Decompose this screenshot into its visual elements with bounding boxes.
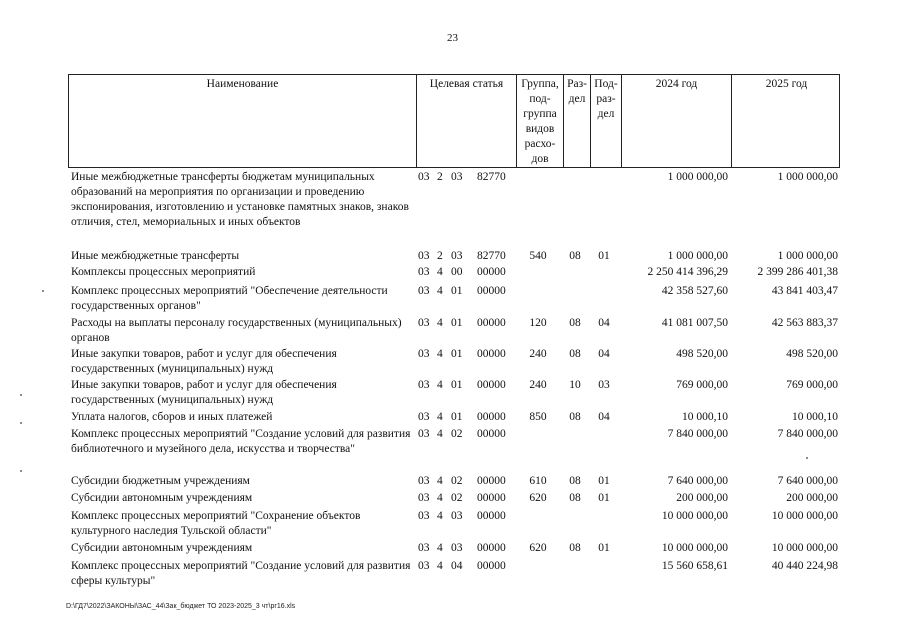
amount-2025: 1 000 000,00 (777, 171, 838, 183)
amount-2025: 10 000,10 (792, 411, 838, 423)
amount-2024: 200 000,00 (676, 492, 728, 504)
page-number: 23 (447, 32, 458, 44)
row-name: Иные межбюджетные трансферты бюджетам муниципальных образований на мероприятия по организации и проведению экспонирования, изготовлению и установке памятных знаков, знаков отличия, стел, мемориальных и иных объектов (71, 171, 409, 228)
target-article (418, 249, 514, 264)
amount-2025: 769 000,00 (786, 379, 838, 391)
code-part-3: 02 (451, 428, 463, 440)
code-part-2: 4 (437, 266, 443, 278)
code-part-1: 03 (418, 542, 430, 554)
code-part-1: 03 (418, 560, 430, 572)
expense-group: 240 (529, 348, 547, 360)
code-part-4: 00000 (477, 317, 506, 329)
header-group: Группа, под- группа видов расхо- дов (516, 75, 563, 167)
row-name: Иные закупки товаров, работ и услуг для обеспечения государственных (муниципальных) нужд (71, 348, 337, 375)
code-part-4: 00000 (477, 542, 506, 554)
expense-group: 620 (529, 492, 547, 504)
subsection-code: 04 (598, 411, 610, 423)
amount-2024: 769 000,00 (676, 379, 728, 391)
code-part-3: 00 (451, 266, 463, 278)
code-part-1: 03 (418, 379, 430, 391)
code-part-4: 00000 (477, 379, 506, 391)
amount-2024: 2 250 414 396,29 (647, 266, 728, 278)
amount-2025: 10 000 000,00 (771, 542, 838, 554)
amount-2025: 200 000,00 (786, 492, 838, 504)
code-part-2: 4 (437, 560, 443, 572)
code-part-3: 01 (451, 348, 463, 360)
code-part-3: 01 (451, 285, 463, 297)
target-article (418, 491, 514, 506)
code-part-1: 03 (418, 492, 430, 504)
code-part-1: 03 (418, 285, 430, 297)
code-part-4: 00000 (477, 510, 506, 522)
code-part-4: 00000 (477, 348, 506, 360)
code-part-4: 00000 (477, 560, 506, 572)
table-header (68, 74, 840, 168)
code-part-4: 00000 (477, 285, 506, 297)
row-name: Иные закупки товаров, работ и услуг для обеспечения государственных (муниципальных) нужд (71, 379, 337, 406)
code-part-3: 01 (451, 411, 463, 423)
amount-2024: 42 358 527,60 (661, 285, 728, 297)
code-part-3: 03 (451, 250, 463, 262)
target-article (418, 316, 514, 331)
amount-2025: 40 440 224,98 (771, 560, 838, 572)
code-part-4: 00000 (477, 266, 506, 278)
expense-group: 240 (529, 379, 547, 391)
scan-speck (806, 457, 808, 459)
row-name: Комплекс процессных мероприятий "Сохранение объектов культурного наследия Тульской области" (71, 510, 361, 537)
code-part-1: 03 (418, 171, 430, 183)
code-part-2: 4 (437, 542, 443, 554)
section-code: 10 (569, 379, 581, 391)
code-part-2: 4 (437, 492, 443, 504)
code-part-3: 02 (451, 492, 463, 504)
amount-2024: 41 081 007,50 (661, 317, 728, 329)
section-code: 08 (569, 348, 581, 360)
subsection-code: 03 (598, 379, 610, 391)
code-part-2: 4 (437, 475, 443, 487)
section-code: 08 (569, 250, 581, 262)
code-part-3: 04 (451, 560, 463, 572)
code-part-1: 03 (418, 428, 430, 440)
code-part-3: 02 (451, 475, 463, 487)
target-article (418, 427, 514, 442)
row-name: Субсидии автономным учреждениям (71, 492, 253, 504)
code-part-2: 4 (437, 348, 443, 360)
row-name: Расходы на выплаты персоналу государственных (муниципальных) органов (71, 317, 402, 344)
code-part-4: 00000 (477, 411, 506, 423)
scan-speck (20, 422, 22, 424)
row-name: Иные межбюджетные трансферты (71, 250, 240, 262)
header-year-2024: 2024 год (621, 75, 731, 167)
section-code: 08 (569, 542, 581, 554)
expense-group: 120 (529, 317, 547, 329)
file-path-footer: D:\ГД7\2022\ЗАКОНЫ\ЗАС_44\Зак_бюджет ТО 2023-2025_3 чт\рг16.xls (66, 603, 296, 610)
amount-2024: 498 520,00 (676, 348, 728, 360)
target-article (418, 378, 514, 393)
subsection-code: 01 (598, 250, 610, 262)
row-name: Комплекс процессных мероприятий "Создание условий для развития сферы культуры" (71, 560, 411, 587)
target-article (418, 474, 514, 489)
expense-group: 620 (529, 542, 547, 554)
amount-2025: 42 563 883,37 (771, 317, 838, 329)
code-part-2: 4 (437, 428, 443, 440)
code-part-3: 03 (451, 171, 463, 183)
row-name: Уплата налогов, сборов и иных платежей (71, 411, 273, 423)
expense-group: 540 (529, 250, 547, 262)
target-article (418, 284, 514, 299)
row-name: Субсидии бюджетным учреждениям (71, 475, 250, 487)
scan-speck (20, 470, 22, 472)
amount-2025: 498 520,00 (786, 348, 838, 360)
code-part-1: 03 (418, 475, 430, 487)
amount-2024: 1 000 000,00 (667, 250, 728, 262)
expense-group: 850 (529, 411, 547, 423)
subsection-code: 01 (598, 542, 610, 554)
code-part-1: 03 (418, 348, 430, 360)
expense-group: 610 (529, 475, 547, 487)
amount-2025: 1 000 000,00 (777, 250, 838, 262)
code-part-4: 82770 (477, 250, 506, 262)
code-part-2: 4 (437, 379, 443, 391)
scan-speck (20, 394, 22, 396)
amount-2024: 15 560 658,61 (661, 560, 728, 572)
code-part-2: 2 (437, 250, 443, 262)
scan-speck (42, 290, 44, 292)
section-code: 08 (569, 317, 581, 329)
subsection-code: 04 (598, 317, 610, 329)
amount-2024: 1 000 000,00 (667, 171, 728, 183)
subsection-code: 04 (598, 348, 610, 360)
code-part-3: 03 (451, 542, 463, 554)
section-code: 08 (569, 411, 581, 423)
header-year-2025: 2025 год (731, 75, 841, 167)
target-article (418, 541, 514, 556)
subsection-code: 01 (598, 492, 610, 504)
code-part-3: 01 (451, 317, 463, 329)
code-part-1: 03 (418, 411, 430, 423)
code-part-1: 03 (418, 317, 430, 329)
section-code: 08 (569, 492, 581, 504)
row-name: Комплекс процессных мероприятий "Обеспечение деятельности государственных органов" (71, 285, 388, 312)
amount-2025: 43 841 403,47 (771, 285, 838, 297)
amount-2024: 7 840 000,00 (667, 428, 728, 440)
target-article (418, 265, 514, 280)
code-part-4: 82770 (477, 171, 506, 183)
target-article (418, 559, 514, 574)
header-subsection: Под- раз- дел (590, 75, 621, 167)
code-part-3: 03 (451, 510, 463, 522)
target-article (418, 410, 514, 425)
amount-2024: 10 000,10 (682, 411, 728, 423)
header-target: Целевая статья (416, 75, 516, 167)
header-section: Раз- дел (563, 75, 590, 167)
amount-2024: 10 000 000,00 (661, 542, 728, 554)
amount-2025: 7 640 000,00 (777, 475, 838, 487)
amount-2025: 10 000 000,00 (771, 510, 838, 522)
code-part-1: 03 (418, 266, 430, 278)
row-name: Субсидии автономным учреждениям (71, 542, 253, 554)
row-name: Комплекс процессных мероприятий "Создание условий для развития библиотечного и музейного дела, искусства и творчества" (71, 428, 411, 455)
amount-2025: 7 840 000,00 (777, 428, 838, 440)
code-part-3: 01 (451, 379, 463, 391)
code-part-1: 03 (418, 510, 430, 522)
subsection-code: 01 (598, 475, 610, 487)
code-part-4: 00000 (477, 492, 506, 504)
section-code: 08 (569, 475, 581, 487)
code-part-4: 00000 (477, 428, 506, 440)
amount-2024: 7 640 000,00 (667, 475, 728, 487)
target-article (418, 170, 514, 185)
header-name: Наименование (206, 78, 279, 90)
code-part-4: 00000 (477, 475, 506, 487)
code-part-2: 4 (437, 411, 443, 423)
amount-2024: 10 000 000,00 (661, 510, 728, 522)
code-part-2: 4 (437, 285, 443, 297)
code-part-1: 03 (418, 250, 430, 262)
target-article (418, 347, 514, 362)
code-part-2: 4 (437, 317, 443, 329)
target-article (418, 509, 514, 524)
code-part-2: 4 (437, 510, 443, 522)
row-name: Комплексы процессных мероприятий (71, 266, 256, 278)
amount-2025: 2 399 286 401,38 (757, 266, 838, 278)
code-part-2: 2 (437, 171, 443, 183)
